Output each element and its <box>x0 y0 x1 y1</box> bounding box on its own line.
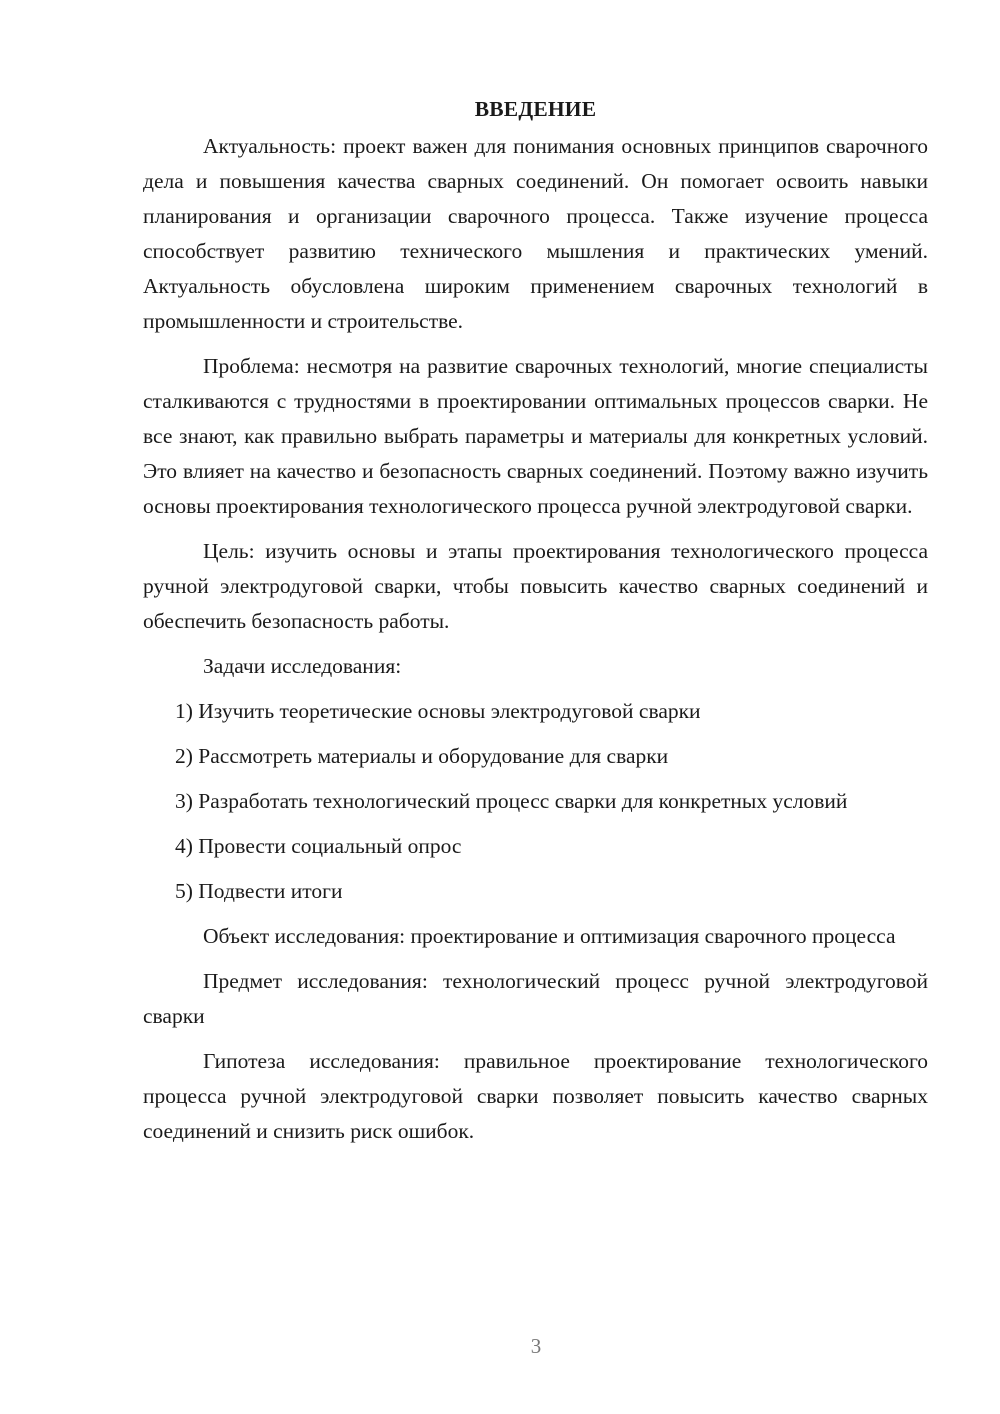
tasks-heading: Задачи исследования: <box>203 654 402 678</box>
task-item: 5) Подвести итоги <box>175 879 343 903</box>
task-item: 3) Разработать технологический процесс сварки для конкретных условий <box>175 789 848 813</box>
page-title: ВВЕДЕНИЕ <box>474 97 597 121</box>
goal-paragraph: Цель: изучить основы и этапы проектирования технологического процесса ручной электродуговой сварки, чтобы повысить качество сварных соединений и обеспечить безопасность работы. <box>143 539 928 633</box>
task-item: 1) Изучить теоретические основы электродуговой сварки <box>175 699 701 723</box>
hypothesis-paragraph: Гипотеза исследования: правильное проектирование технологического процесса ручной электродуговой сварки позволяет повысить качество сварных соединений и снизить риск ошибок. <box>143 1049 928 1143</box>
relevance-paragraph: Актуальность: проект важен для понимания основных принципов сварочного дела и повышения качества сварных соединений. Он помогает освоить навыки планирования и организации сварочного процесса. Также изучение процесса способствует развитию технического мышления и практических умений. Актуальность обусловлена широким применением сварочных технологий в промышленности и строительстве. <box>143 134 928 333</box>
object-paragraph: Объект исследования: проектирование и оптимизация сварочного процесса <box>203 924 896 948</box>
task-item: 2) Рассмотреть материалы и оборудование для сварки <box>175 744 669 768</box>
page-number: 3 <box>530 1334 542 1358</box>
document-page <box>143 92 928 1159</box>
task-item: 4) Провести социальный опрос <box>175 834 462 858</box>
problem-paragraph: Проблема: несмотря на развитие сварочных технологий, многие специалисты сталкиваются с трудностями в проектировании оптимальных процессов сварки. Не все знают, как правильно выбрать параметры и материалы для конкретных условий. Это влияет на качество и безопасность сварных соединений. Поэтому важно изучить основы проектирования технологического процесса ручной электродуговой сварки. <box>143 354 928 518</box>
subject-paragraph: Предмет исследования: технологический процесс ручной электродуговой сварки <box>143 969 928 1028</box>
